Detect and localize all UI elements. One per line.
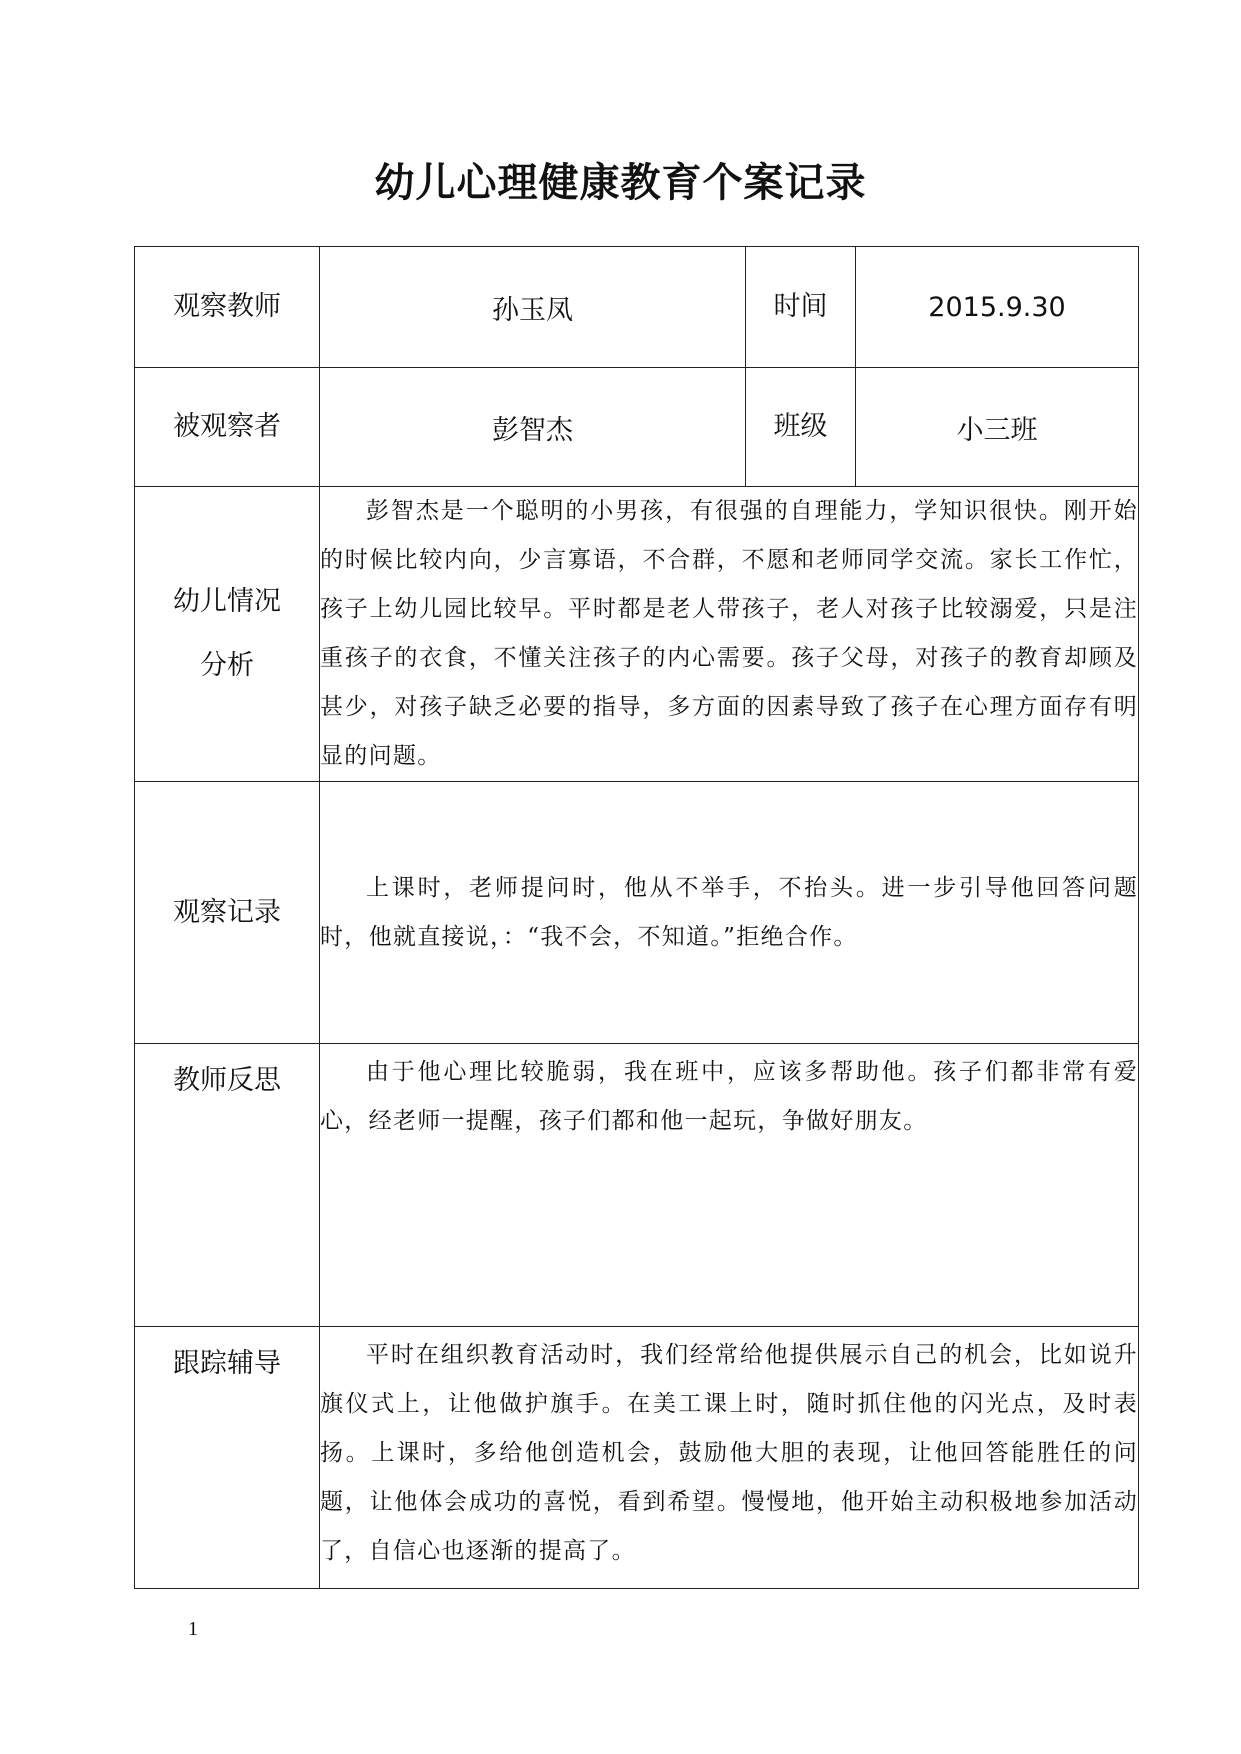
page-number: 1 xyxy=(188,1618,198,1640)
observed-child-value: 彭智杰 xyxy=(320,368,746,487)
followup-text: 平时在组织教育活动时，我们经常给他提供展示自己的机会，比如说升旗仪式上，让他做护旗手。在美工课上时，随时抓住他的闪光点，及时表扬。上课时，多给他创造机会，鼓励他大胆的表现，让他回答能胜任的问题，让他体会成功的喜悦，看到希望。慢慢地，他开始主动积极地参加活动了，自信心也逐渐的提高了。 xyxy=(320,1327,1139,1589)
followup-label: 跟踪辅导 xyxy=(135,1327,320,1589)
time-value: 2015.9.30 xyxy=(856,247,1139,368)
class-value: 小三班 xyxy=(856,368,1139,487)
analysis-row xyxy=(135,487,1139,782)
analysis-label-line2: 分析 xyxy=(200,650,254,681)
document-title: 幼儿心理健康教育个案记录 xyxy=(374,159,867,206)
time-label: 时间 xyxy=(746,247,856,368)
class-label: 班级 xyxy=(746,368,856,487)
reflection-text: 由于他心理比较脆弱，我在班中，应该多帮助他。孩子们都非常有爱心，经老师一提醒，孩子们都和他一起玩，争做好朋友。 xyxy=(320,1044,1139,1327)
reflection-label: 教师反思 xyxy=(135,1044,320,1327)
observation-row xyxy=(135,782,1139,1044)
observation-text: 上课时，老师提问时，他从不举手，不抬头。进一步引导他回答问题时，他就直接说，：“我不会，不知道。”拒绝合作。 xyxy=(320,782,1139,1044)
teacher-time-row xyxy=(135,247,1139,368)
observer-teacher-value: 孙玉凤 xyxy=(320,247,746,368)
analysis-label-line1: 幼儿情况 xyxy=(173,586,281,617)
reflection-row xyxy=(135,1044,1139,1327)
observer-teacher-label: 观察教师 xyxy=(135,247,320,368)
observed-child-label: 被观察者 xyxy=(135,368,320,487)
analysis-text: 彭智杰是一个聪明的小男孩，有很强的自理能力，学知识很快。刚开始的时候比较内向，少言寡语，不合群，不愿和老师同学交流。家长工作忙，孩子上幼儿园比较早。平时都是老人带孩子，老人对孩子比较溺爱，只是注重孩子的衣食，不懂关注孩子的内心需要。孩子父母，对孩子的教育却顾及甚少，对孩子缺乏必要的指导，多方面的因素导致了孩子在心理方面存有明显的问题。 xyxy=(320,487,1139,782)
followup-row xyxy=(135,1327,1139,1589)
observation-label: 观察记录 xyxy=(135,782,320,1044)
case-record-table xyxy=(134,246,1139,1589)
subject-class-row xyxy=(135,368,1139,487)
analysis-label xyxy=(135,487,320,782)
